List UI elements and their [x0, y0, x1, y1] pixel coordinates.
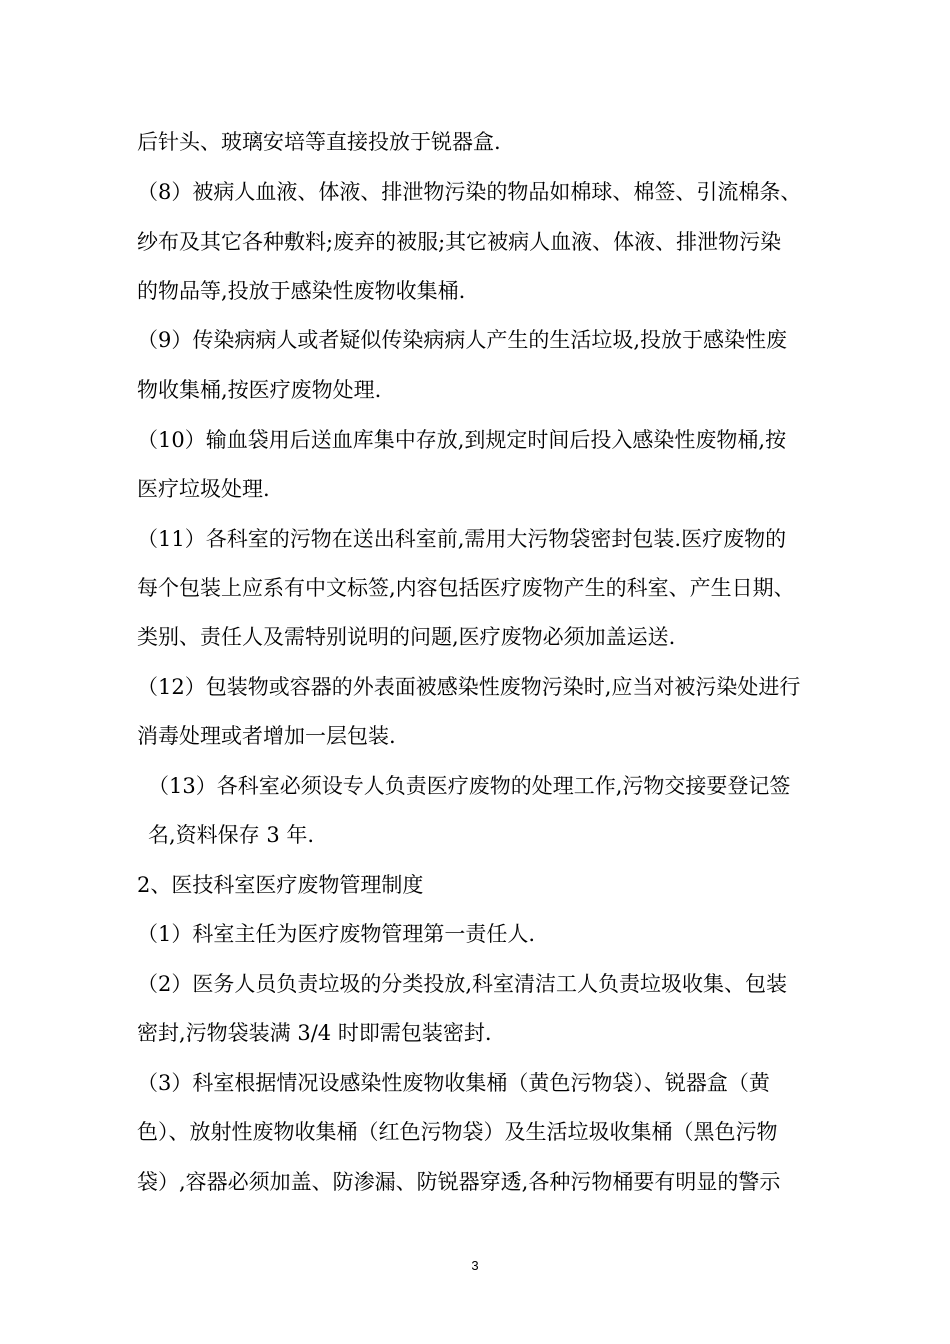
text-line: 物收集桶,按医疗废物处理. — [137, 378, 382, 402]
text-line: 类别、责任人及需特别说明的问题,医疗废物必须加盖运送. — [137, 625, 676, 649]
text-line: 密封,污物袋装满 3/4 时即需包装密封. — [137, 1021, 492, 1045]
text-line: 后针头、玻璃安培等直接投放于锐器盒. — [137, 130, 501, 154]
text-line: 袋）,容器必须加盖、防渗漏、防锐器穿透,各种污物桶要有明显的警示 — [137, 1170, 781, 1194]
text-line: 色）、放射性废物收集桶（红色污物袋）及生活垃圾收集桶（黑色污物 — [137, 1120, 778, 1144]
text-line: （1）科室主任为医疗废物管理第一责任人. — [137, 922, 536, 946]
text-line: （12）包装物或容器的外表面被感染性废物污染时,应当对被污染处进行 — [137, 675, 801, 699]
text-line: 名,资料保存 3 年. — [148, 823, 315, 847]
text-line: （3）科室根据情况设感染性废物收集桶（黄色污物袋）、锐器盒（黄 — [137, 1071, 770, 1095]
text-line: 医疗垃圾处理. — [137, 477, 270, 501]
text-line: 每个包装上应系有中文标签,内容包括医疗废物产生的科室、产生日期、 — [137, 576, 795, 600]
text-line: （10）输血袋用后送血库集中存放,到规定时间后投入感染性废物桶,按 — [137, 428, 787, 452]
text-line: （9）传染病病人或者疑似传染病病人产生的生活垃圾,投放于感染性废 — [137, 328, 788, 352]
page-number: 3 — [471, 1258, 479, 1273]
text-line: （13）各科室必须设专人负责医疗废物的处理工作,污物交接要登记签 — [148, 774, 791, 798]
text-line: （8）被病人血液、体液、排泄物污染的物品如棉球、棉签、引流棉条、 — [137, 180, 802, 204]
text-line: （11）各科室的污物在送出科室前,需用大污物袋密封包装.医疗废物的 — [137, 527, 787, 551]
section-heading: 2、医技科室医疗废物管理制度 — [137, 873, 424, 897]
text-line: （2）医务人员负责垃圾的分类投放,科室清洁工人负责垃圾收集、包装 — [137, 972, 788, 996]
text-line: 纱布及其它各种敷料;废弃的被服;其它被病人血液、体液、排泄物污染 — [137, 230, 782, 254]
text-line: 的物品等,投放于感染性废物收集桶. — [137, 279, 466, 303]
text-line: 消毒处理或者增加一层包装. — [137, 724, 396, 748]
